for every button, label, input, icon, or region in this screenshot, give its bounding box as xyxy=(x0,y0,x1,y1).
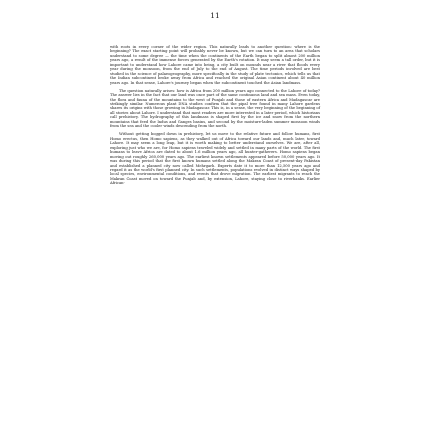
body-text xyxy=(110,45,320,189)
paragraph-2: The question naturally arises: how is Africa from 200 million years ago connected to the Lahore of today? The answer lies in the fact that our land was once part of the same continuous land and sea mass. Even today, the flora and fauna of the mountains to the west of Punjab and those of eastern Africa and Madagascar are strikingly similar. Numerous plant DNA studies confirm that the pipal tree found in many Lahore gardens shares its origins with those growing in Madagascar. This is, in a sense, the very beginning of the beginning of all stories about Lahore. I understand that most readers are more interested in a later period, which historians call prehistory. The hydrography of this landmass is shaped first by the ice and snow from the northern mountains that feed the Indus and Ganges basins, and second by the moisture-laden summer monsoon winds from the sea and the cooler winds descending from the north. xyxy=(110,88,320,129)
paragraph-3: Without getting bogged down in prehistory, let us move to the relative future and follow humans, first Homo erectus, then Homo sapiens, as they walked out of Africa toward our lands and, much later, toward Lahore. It may seem a long leap, but it is worth making to better understand ourselves. We are, after all, exploring just who we are, for Homo sapiens traveled widely and settled in many parts of the world. The first humans to leave Africa are dated to about 1.6 million years ago, all hunter-gatherers. Homo sapiens began moving out roughly 260,000 years ago. The earliest known settlements appeared before 50,000 years ago. It was during this period that the first known humans settled along the Makran Coast of present-day Pakistan and established a planned city now called Mehrgarh. Experts date it to more than 12,500 years ago and regard it as the world's first planned city. In such settlements, populations evolved in distinct ways shaped by local species, environmental conditions, and events that drove migration. The earliest migrants to reach the Makran Coast moved on toward the Punjab and, by extension, Lahore, staying close to riverbanks. Earlier African- xyxy=(110,132,320,186)
paragraph-1: with roots in every corner of the wider region. This naturally leads to another question: where is the beginning? The exact starting point will probably never be known, but we can turn to an area that scholars understand to some degree — the time when the continents of the Earth began to split almost 200 million years ago, a result of the immense forces generated by the Earth's rotation. It may seem a tall order, but it is important to understand how Lahore came into being, a city built on mounds near a river that floods every year during the monsoon, from the end of July to the end of August. The time periods involved are best studied in the science of palaeogeography, more specifically in the study of plate tectonics, which tells us that the Indian subcontinent broke away from Africa and reached the original Asian continent about 40 million years ago. In that sense, Lahore's journey began when the subcontinent touched the Asian landmass. xyxy=(110,45,320,85)
page-number: 11 xyxy=(210,11,220,20)
